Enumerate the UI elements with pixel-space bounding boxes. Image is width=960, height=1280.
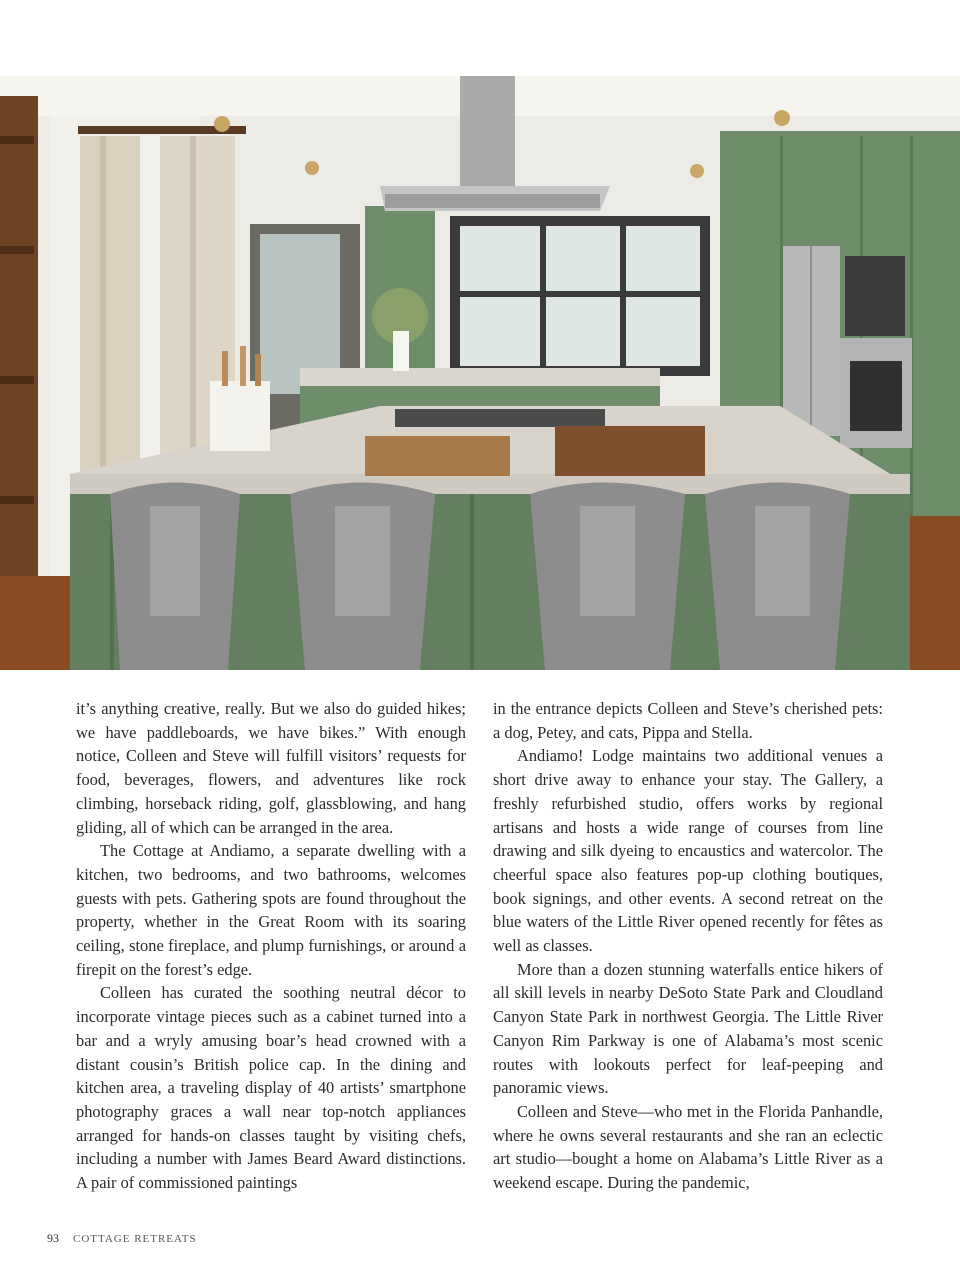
bar-stool <box>705 483 850 671</box>
bar-stool <box>110 483 240 671</box>
bar-stool <box>530 483 685 671</box>
kitchen-photo <box>0 76 960 670</box>
page-number: 93 <box>47 1231 59 1245</box>
page-footer <box>47 1231 197 1246</box>
section-title: COTTAGE RETREATS <box>73 1233 197 1245</box>
article-column-right <box>493 697 883 1195</box>
paragraph: More than a dozen stunning waterfalls entice hikers of all skill levels in nearby DeSoto State Park and Cloudland Canyon State Park in northwest Georgia. The Little River Canyon Rim Parkway is one of Alabama’s most scenic routes with lookouts perfect for leaf-peeping and panoramic views. <box>493 959 883 1098</box>
window <box>450 216 710 376</box>
paragraph: The Cottage at Andiamo, a separate dwelling with a kitchen, two bedrooms, and two bathrooms, welcomes guests with pets. Gathering spots are found throughout the property, whether in the Great Room with its soaring ceiling, stone fireplace, and plump furnishings, or around a firepit on the forest’s edge. <box>76 841 466 979</box>
paragraph: Colleen and Steve—who met in the Florida Panhandle, where he owns several restaurants and she ran an eclectic art studio—bought a home on Alabama’s Little River as a weekend escape. During the pandemic, <box>493 1101 883 1193</box>
wood-shelf <box>0 96 38 576</box>
paragraph: it’s anything creative, really. But we also do guided hikes; we have paddleboards, we have bikes.” With enough notice, Colleen and Steve will fulfill visitors’ requests for food, beverages, flowers, and adventures like rock climbing, horseback riding, golf, glassblowing, and hang gliding, all of which can be arranged in the area. <box>76 699 466 837</box>
bar-stool <box>290 483 435 671</box>
paragraph: Andiamo! Lodge maintains two additional venues a short drive away to enhance your stay. The Gallery, a freshly refurbished studio, offers works by regional artisans and hosts a wide range of courses from line drawing and silk dyeing to encaustics and watercolor. The cheerful space also features pop-up clothing boutiques, book signings, and other events. A second retreat on the blue waters of the Little River opened recently for fêtes as well as classes. <box>493 746 883 956</box>
article-column-left <box>76 697 466 1195</box>
paragraph: Colleen has curated the soothing neutral décor to incorporate vintage pieces such as a cabinet turned into a bar and a wryly amusing boar’s head crowned with a distant cousin’s British police cap. In the dining and kitchen area, a traveling display of 40 artists’ smartphone photography graces a wall near top-notch appliances arranged for hands-on classes taught by visiting chefs, including a number with James Beard Award distinctions. A pair of commissioned paintings <box>76 983 466 1193</box>
paragraph: in the entrance depicts Colleen and Steve’s cherished pets: a dog, Petey, and cats, Pippa and Stella. <box>493 699 883 742</box>
